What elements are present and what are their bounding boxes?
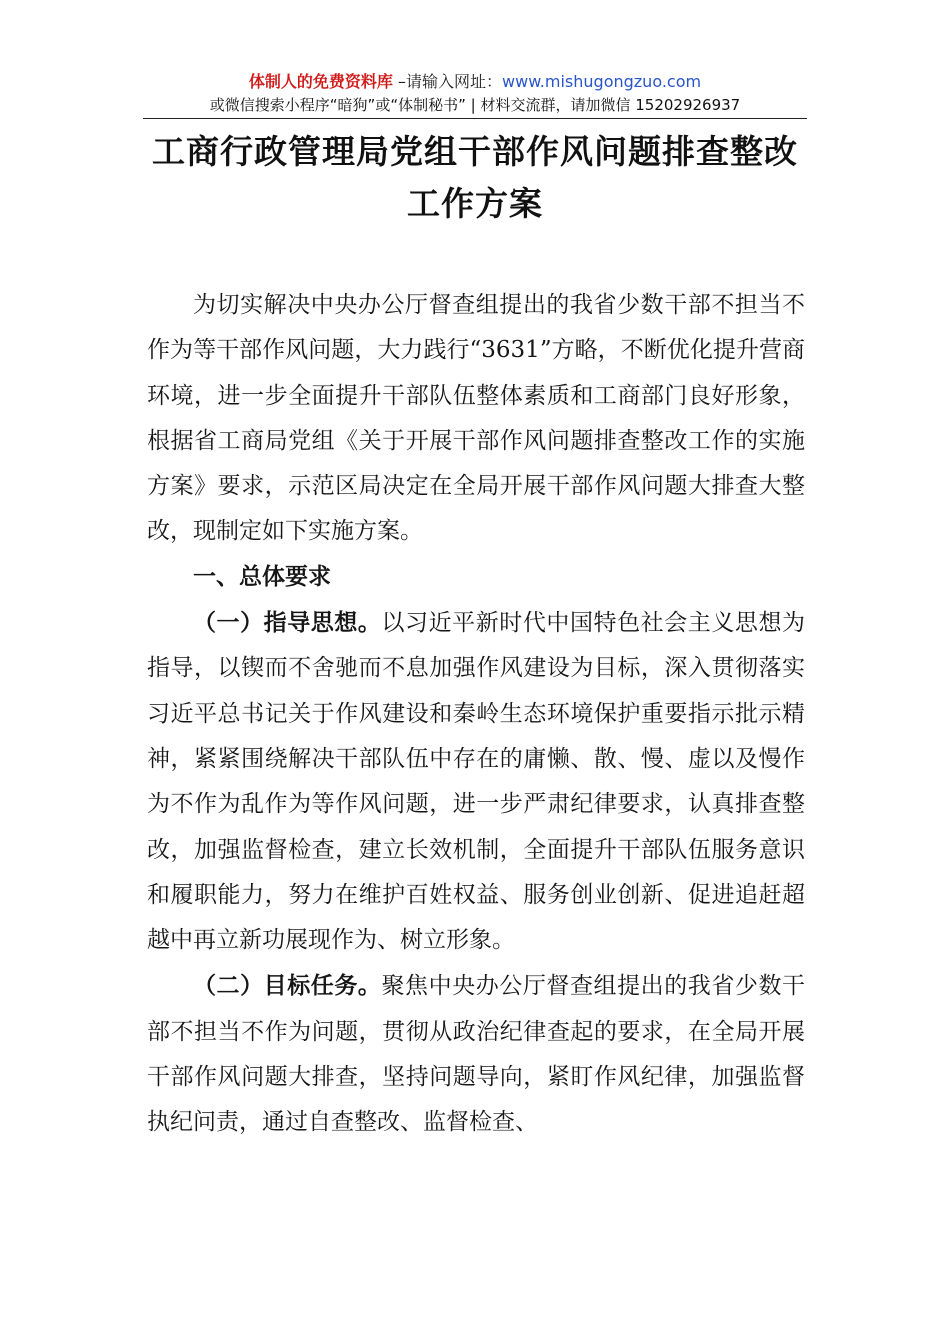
url-prompt: –请输入网址：	[392, 72, 503, 91]
item-2-lead: （二）目标任务。	[193, 972, 382, 1000]
paragraph-guiding-thought	[147, 600, 805, 963]
header-line-1	[0, 70, 950, 94]
header-divider	[143, 118, 807, 119]
document-title: 工商行政管理局党组干部作风问题排查整改工作方案	[152, 132, 798, 223]
site-url-link[interactable]: www.mishugongzuo.com	[502, 72, 702, 91]
watermark-header	[0, 70, 950, 116]
intro-paragraph: 为切实解决中央办公厅督查组提出的我省少数干部不担当不作为等干部作风问题，大力践行“3631”方略，不断优化提升营商环境，进一步全面提升干部队伍整体素质和工商部门良好形象，根据省工商局党组《关于开展干部作风问题排查整改工作的实施方案》要求，示范区局决定在全局开展干部作风问题大排查大整改，现制定如下实施方案。	[147, 292, 805, 545]
item-2-text: 聚焦中央办公厅督查组提出的我省少数干部不担当不作为问题，贯彻从政治纪律查起的要求，在全局开展干部作风问题大排查，坚持问题导向，紧盯作风纪律，加强监督执纪问责，通过自查整改、监督检查、	[147, 973, 806, 1136]
document-body	[147, 283, 805, 1146]
item-1-text: 以习近平新时代中国特色社会主义思想为指导，以锲而不舍驰而不息加强作风建设为目标，深入贯彻落实习近平总书记关于作风建设和秦岭生态环境保护重要指示批示精神，紧紧围绕解决干部队伍中存在的庸懒、散、慢、虚以及慢作为不作为乱作为等作风问题，进一步严肃纪律要求，认真排查整改，加强监督检查，建立长效机制，全面提升干部队伍服务意识和履职能力，努力在维护百姓权益、服务创业创新、促进追赶超越中再立新功展现作为、树立形象。	[147, 610, 806, 954]
header-line-2: 或微信搜索小程序“暗狗”或“体制秘书” | 材料交流群，请加微信 15202926937	[209, 96, 741, 114]
item-1-lead: （一）指导思想。	[193, 609, 382, 637]
site-name: 体制人的免费资料库	[248, 72, 393, 91]
section-heading-1: 一、总体要求	[193, 563, 331, 590]
paragraph-goals-tasks	[147, 963, 805, 1145]
